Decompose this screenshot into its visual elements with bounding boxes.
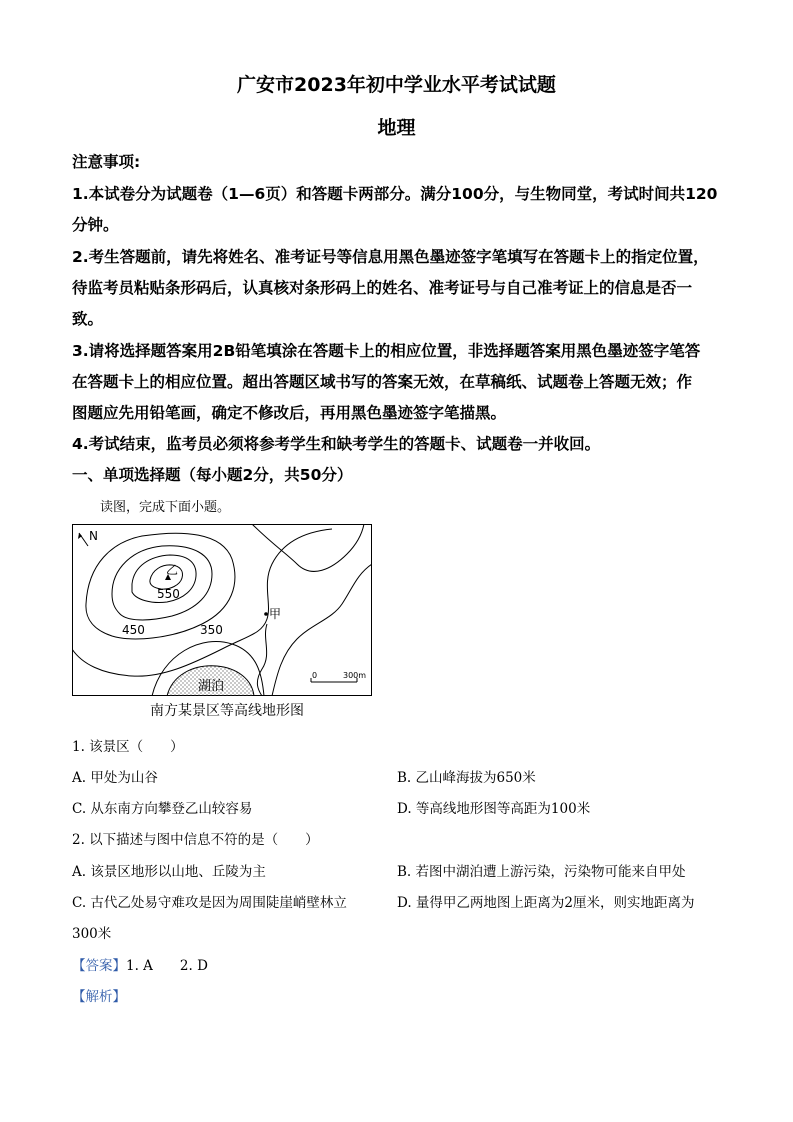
north-label: N — [89, 529, 98, 543]
scale-end: 300m — [343, 671, 367, 680]
notice-line: 4.考试结束，监考员必须将参考学生和缺考学生的答题卡、试题卷一并收回。 — [72, 435, 601, 453]
contour-label-350: 350 — [200, 623, 223, 637]
contour-outer — [72, 529, 332, 676]
notice-line: 图题应先用铅笔画，确定不修改后，再用黑色墨迹签字笔描黑。 — [72, 404, 507, 422]
notice-line: 致。 — [72, 310, 104, 328]
answer-tag: 【答案】 — [72, 958, 126, 974]
contour-450 — [112, 546, 212, 620]
question-1-stem: 1. 该景区（ ） — [72, 739, 184, 755]
contour-label-550: 550 — [157, 587, 180, 601]
section-intro: 读图，完成下面小题。 — [100, 500, 231, 515]
subject-title: 地理 — [377, 117, 416, 139]
contour-map — [72, 524, 372, 696]
notice-line: 分钟。 — [72, 216, 119, 234]
peak-label: 乙 — [166, 563, 179, 577]
q1-option-b: B. 乙山峰海拔为650米 — [397, 770, 536, 786]
point-label: 甲 — [269, 607, 282, 621]
q2-option-d: D. 量得甲乙两地图上距离为2厘米，则实地距离为 — [397, 895, 695, 911]
q1-option-d: D. 等高线地形图等高距为100米 — [397, 801, 591, 817]
contour-valley — [252, 524, 364, 571]
point-jia — [264, 612, 268, 616]
answer-text: 1. A 2. D — [126, 958, 208, 974]
map-caption: 南方某景区等高线地形图 — [150, 703, 304, 719]
q2-option-a: A. 该景区地形以山地、丘陵为主 — [72, 864, 266, 880]
answer-row — [72, 954, 208, 974]
notice-line: 1.本试卷分为试题卷（1—6页）和答题卡两部分。满分100分，与生物同堂，考试时间共120 — [72, 185, 718, 203]
analysis-tag: 【解析】 — [72, 989, 126, 1005]
contour-label-450: 450 — [122, 623, 145, 637]
scale-zero: 0 — [312, 671, 318, 680]
notice-line: 在答题卡上的相应位置。超出答题区域书写的答案无效，在草稿纸、试题卷上答题无效；作 — [72, 373, 693, 391]
lake-label: 湖泊 — [198, 679, 225, 694]
q2-option-b: B. 若图中湖泊遭上游污染，污染物可能来自甲处 — [397, 864, 686, 880]
section-title: 一、单项选择题（每小题2分，共50分） — [72, 466, 353, 484]
question-2-stem: 2. 以下描述与图中信息不符的是（ ） — [72, 832, 319, 848]
q2-option-c: C. 古代乙处易守难攻是因为周围陡崖峭壁林立 — [72, 895, 347, 911]
q1-option-a: A. 甲处为山谷 — [72, 770, 158, 786]
notice-line: 待监考员粘贴条形码后，认真核对条形码上的姓名、准考证号与自己准考证上的信息是否一 — [72, 279, 693, 297]
notice-line: 2.考生答题前，请先将姓名、准考证号等信息用黑色墨迹签字笔填写在答题卡上的指定位置， — [72, 248, 709, 266]
notice-line: 3.请将选择题答案用2B铅笔填涂在答题卡上的相应位置，非选择题答案用黑色墨迹签字笔答 — [72, 342, 701, 360]
exam-title: 广安市2023年初中学业水平考试试题 — [237, 74, 556, 96]
q1-option-c: C. 从东南方向攀登乙山较容易 — [72, 801, 253, 817]
notice-heading: 注意事项: — [72, 153, 141, 171]
q2-option-d-continuation: 300米 — [72, 926, 112, 942]
